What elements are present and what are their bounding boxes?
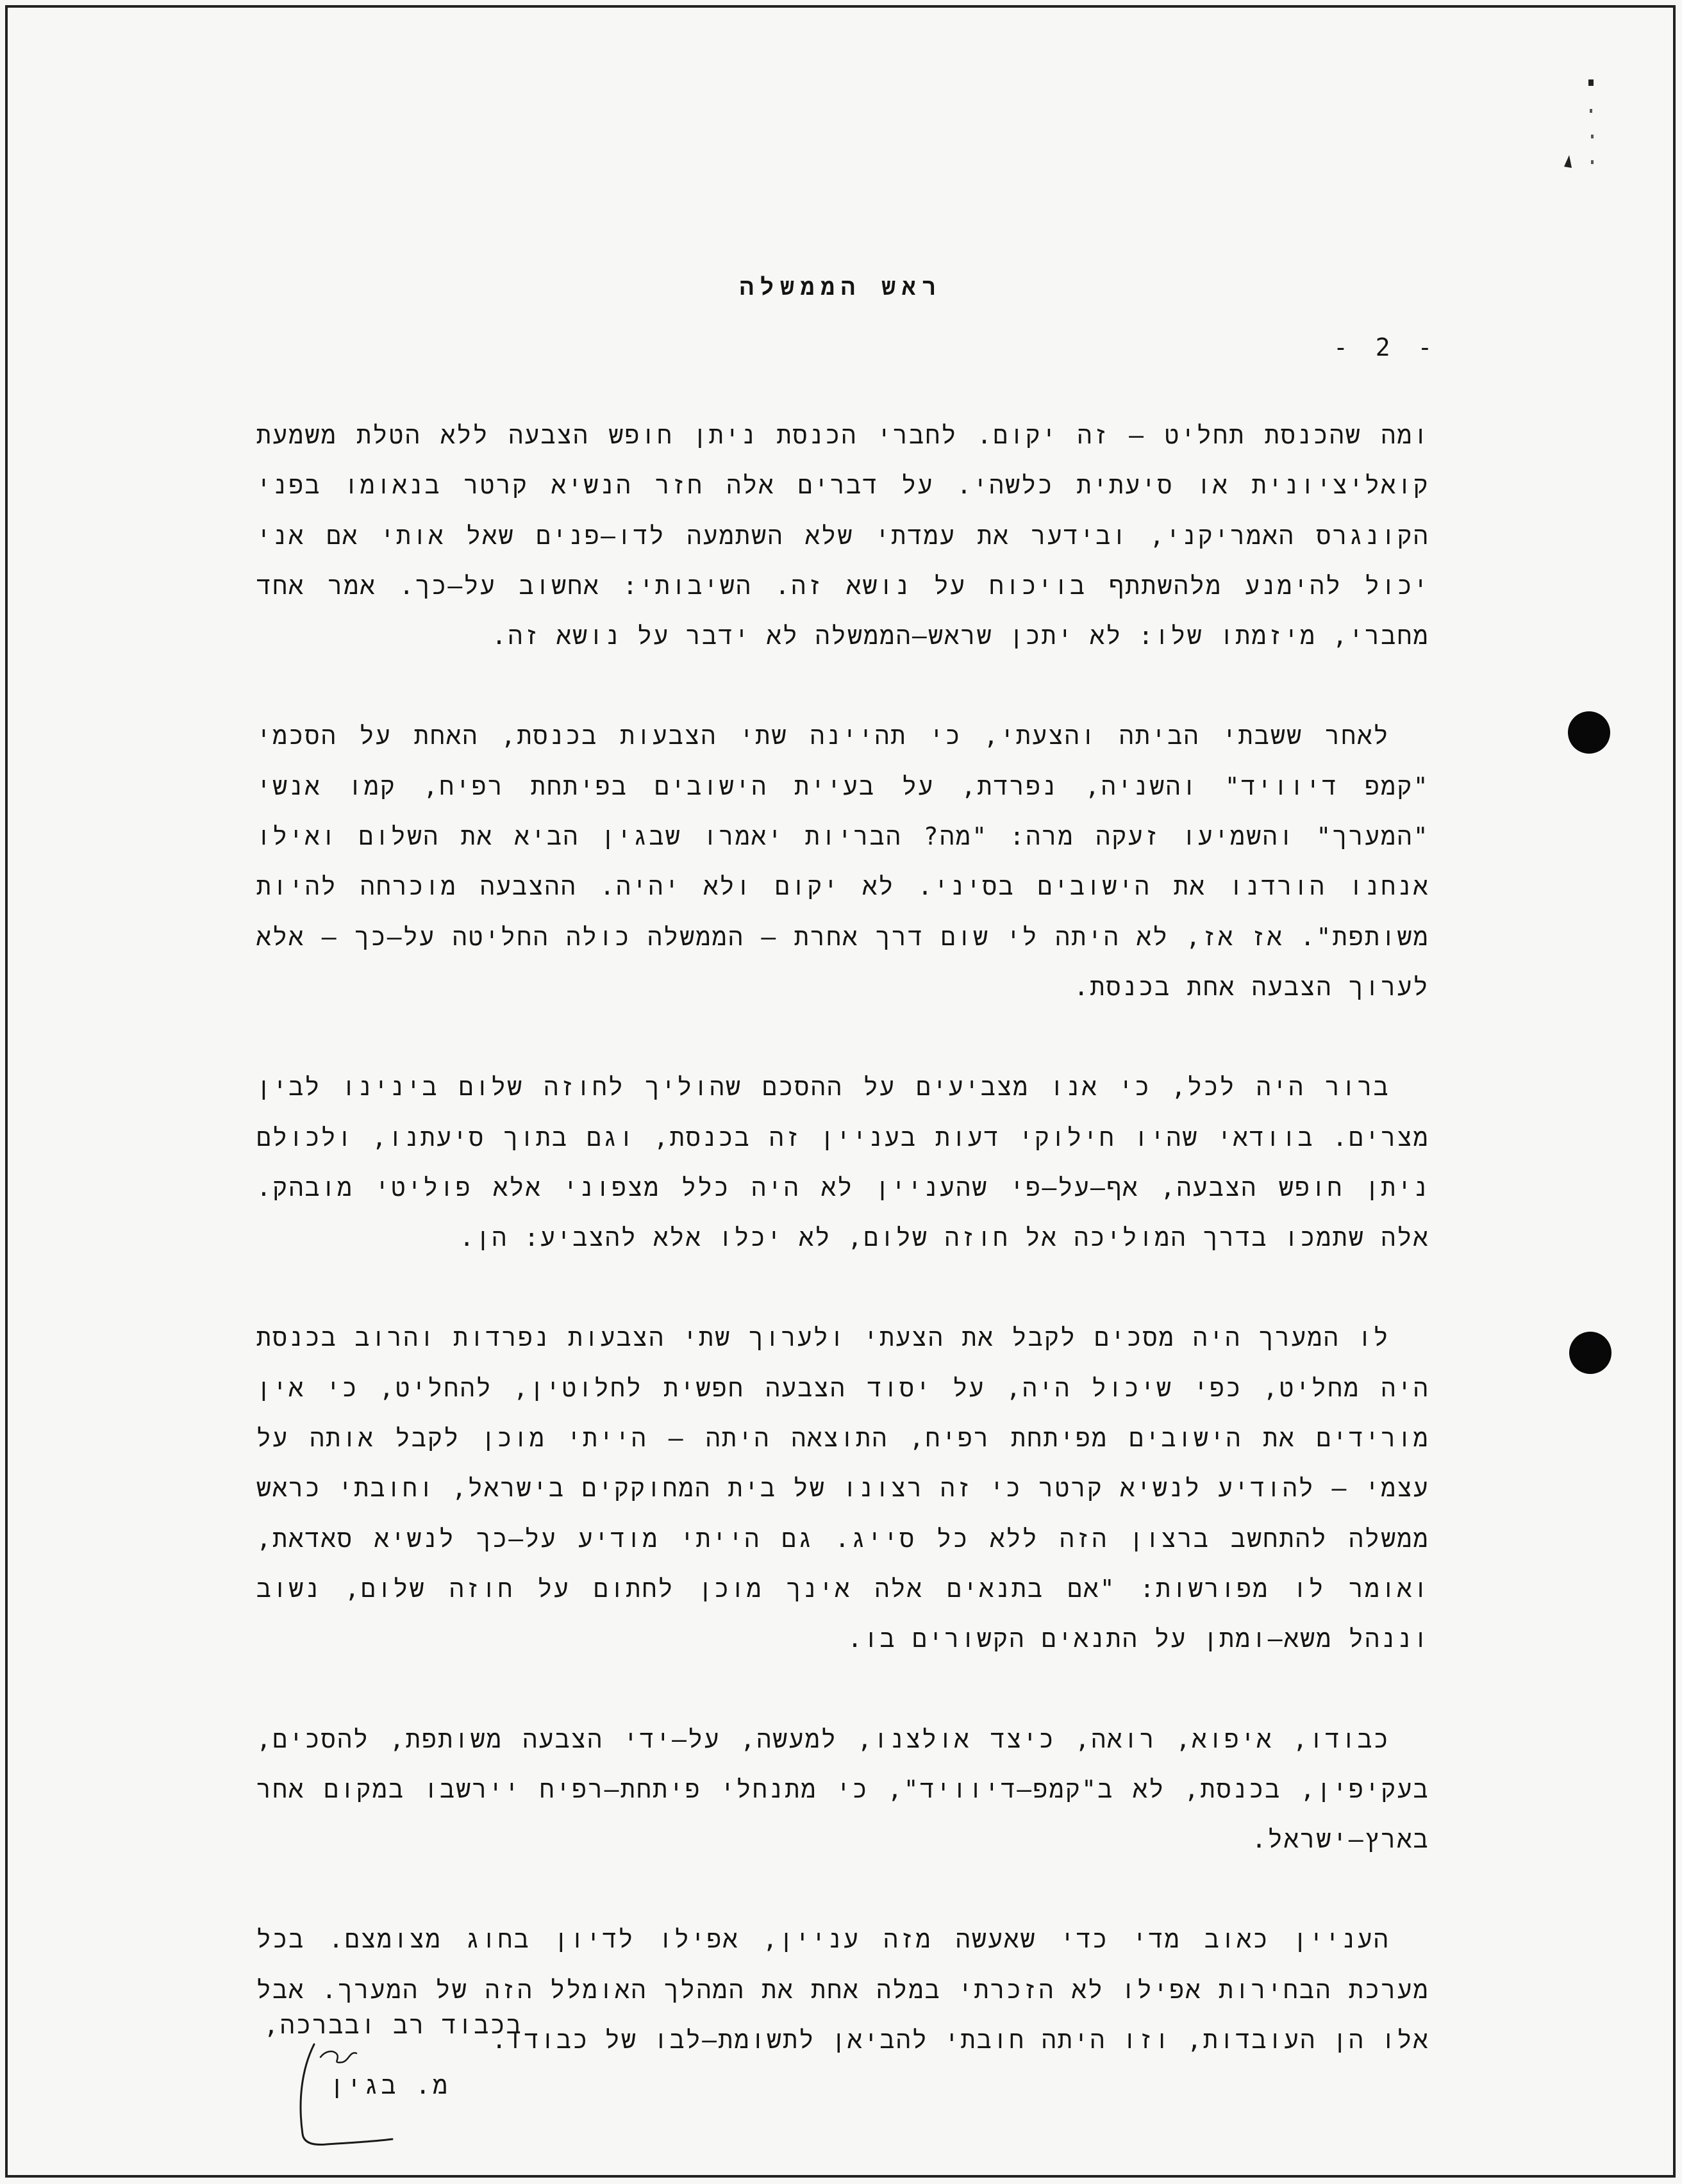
paragraph-2: לאחר ששבתי הביתה והצעתי, כי תהיינה שתי הצבעות בכנסת, האחת על הסכמי "קמפ דיוויד" והשניה, נפרדת, על בעיית הישובים בפיתחת רפיח, קמו אנשי "המערך" והשמיעו זעקה מרה: "מה? הבריות יאמרו שבגין הביא את השלום ואילו אנחנו הורדנו את הישובים בסיני. לא יקום ולא יהיה. ההצבעה מוכרחה להיות משותפת". אז אז, לא היתה לי שום דרך אחרת – הממשלה כולה החליטה על–כך – אלא לערוך הצבעה אחת בכנסת.	[256, 722, 1429, 1001]
letter-body	[256, 410, 1429, 2115]
signatory-name: מ. בגין	[329, 2071, 450, 2099]
paragraph-6: העניין כאוב מדי כדי שאעשה מזה עניין, אפילו לדיון בחוג מצומצם. בכל מערכת הבחירות אפילו לא הזכרתי במלה אחת את המהלך האומלל הזה של המערך. אבל אלו הן העובדות, וזו היתה חובתי להביאן לתשומת–לבו של כבודו.	[256, 1925, 1429, 2055]
letterhead-title: ראש הממשלה	[739, 274, 943, 301]
paragraph-4: לו המערך היה מסכים לקבל את הצעתי ולערוך שתי הצבעות נפרדות והרוב בכנסת היה מחליט, כפי שיכול היה, על יסוד הצבעה חפשית לחלוטין, להחליט, כי אין מורידים את הישובים מפיתחת רפיח, התוצאה היתה – הייתי מוכן לקבל אותה על עצמי – להודיע לנשיא קרטר כי זה רצונו של בית המחוקקים בישראל, וחובתי כראש ממשלה להתחשב ברצון הזה ללא כל סייג. גם הייתי מודיע על–כך לנשיא סאדאת, ואומר לו מפורשות: "אם בתנאים אלה אינך מוכן לחתום על חוזה שלום, נשוב וננהל משא–ומתן על התנאים הקשורים בו.	[256, 1323, 1429, 1653]
closing-line: בכבוד רב ובברכה,	[263, 2011, 522, 2039]
punch-hole-top	[1568, 711, 1610, 754]
paragraph-5: כבודו, איפוא, רואה, כיצד אולצנו, למעשה, על–ידי הצבעה משותפת, להסכים, בעקיפין, בכנסת, לא ב"קמפ–דיוויד", כי מתנחלי פיתחת–רפיח יירשבו במקום אחר בארץ–ישראל.	[256, 1725, 1429, 1854]
page-number: - 2 -	[1333, 333, 1439, 361]
paragraph-1: ומה שהכנסת תחליט – זה יקום. לחברי הכנסת ניתן חופש הצבעה ללא הטלת משמעת קואליציונית או סיעתית כלשהי. על דברים אלה חזר הנשיא קרטר בנאומו בפני הקונגרס האמריקני, ובידער את עמדתי שלא השתמעה לדו–פנים שאל אותי אם אני יכול להימנע מלהשתתף בויכוח על נושא זה. השיבותי: אחשוב על–כך. אמר אחד מחברי, מיזמתו שלו: לא יתכן שראש–הממשלה לא ידבר על נושא זה.	[256, 421, 1429, 650]
paragraph-3: ברור היה לכל, כי אנו מצביעים על ההסכם שהוליך לחוזה שלום בינינו לבין מצרים. בוודאי שהיו חילוקי דעות בעניין זה בכנסת, וגם בתוך סיעתנו, ולכולם ניתן חופש הצבעה, אף–על–פי שהעניין לא היה כלל מצפוני אלא פוליטי מובהק. אלה שתמכו בדרך המוליכה אל חוזה שלום, לא יכלו אלא להצביע: הן.	[256, 1073, 1429, 1252]
punch-hole-bottom	[1569, 1332, 1611, 1374]
edge-marks	[1558, 70, 1609, 179]
